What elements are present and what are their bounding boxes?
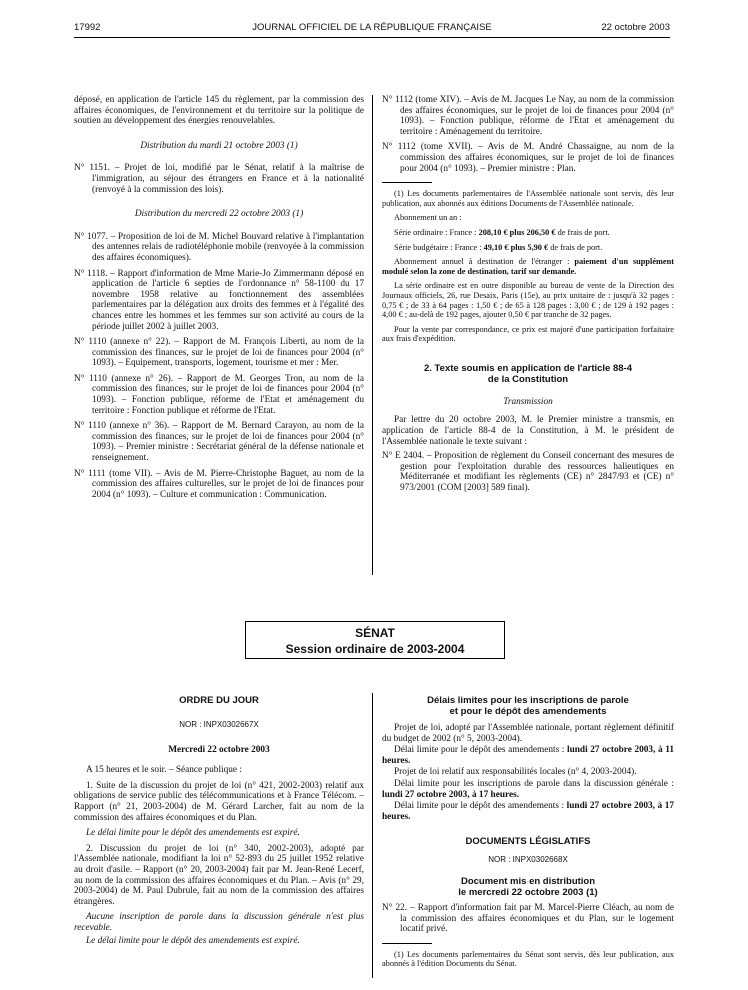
subscription-ordinary: Série ordinaire : France : 208,10 € plus 206,50 € de frais de port. bbox=[394, 227, 610, 237]
document-entry: N° 1110 (annexe n° 36). – Rapport de M. Bernard Carayon, au nom de la commission des finances, sur le projet de loi de finances pour 2004 (n° 1093). – Premier ministre : Secrétariat général de la défense nationale et renseignement. bbox=[74, 421, 364, 464]
page-header bbox=[74, 20, 670, 36]
deadline-bill-1-amend: Délai limite pour le dépôt des amendements : lundi 27 octobre 2003, à 11 heures. bbox=[382, 745, 674, 766]
subscription-label: Abonnement un an : bbox=[394, 213, 462, 223]
ordre-du-jour-heading: ORDRE DU JOUR bbox=[179, 695, 259, 706]
nor-reference: NOR : INPX0302667X bbox=[179, 720, 259, 729]
documents-heading: DOCUMENTS LÉGISLATIFS bbox=[465, 836, 591, 848]
page-number: 17992 bbox=[74, 22, 101, 33]
senat-title: SÉNAT bbox=[355, 626, 395, 640]
footnote-rule bbox=[382, 182, 432, 183]
distribution-heading-2: Distribution du mercredi 22 octobre 2003 (1) bbox=[134, 209, 304, 220]
document-entry: N° 1118. – Rapport d'information de Mme Marie-Jo Zimmermann déposé en application de l'article 6 septies de l'ordonnance n° 58-1100 du 17 novembre 1958 relative au fonctionnement des assemblées parlementaires par la délégation aux droits des femmes et à l'égalité des chances entre les hommes et les femmes sur son activité au cours de la période juillet 2002 à juillet 2003. bbox=[74, 268, 364, 332]
issue-date: 22 octobre 2003 bbox=[601, 22, 670, 33]
journal-title: JOURNAL OFFICIEL DE LA RÉPUBLIQUE FRANÇAISE bbox=[252, 22, 492, 33]
agenda-item-1-deadline: Le délai limite pour le dépôt des amendements est expiré. bbox=[86, 828, 300, 839]
column-divider-top bbox=[372, 95, 373, 575]
footnote-text: (1) Les documents parlementaires du Sénat sont servis, dès leur publication, aux abonnés à l'édition Documents du Sénat. bbox=[382, 949, 674, 969]
agenda-item-1: 1. Suite de la discussion du projet de loi (n° 421, 2002-2003) relatif aux obligations de service public des télécommunications et à France Télécom. – Rapport (n° 21, 2003-2004) de M. Gérard Larcher, fait au nom de la commission des affaires économiques et du Plan. bbox=[74, 780, 364, 823]
right-column-bottom bbox=[382, 695, 674, 974]
left-column-top bbox=[74, 95, 364, 505]
sitting-date: Mercredi 22 octobre 2003 bbox=[168, 744, 270, 755]
column-divider-bottom bbox=[372, 693, 373, 978]
deadlines-heading: Délais limites pour les inscriptions de parole et pour le dépôt des amendements bbox=[427, 695, 629, 717]
document-entry: N° 1111 (tome VII). – Avis de M. Pierre-Christophe Baguet, au nom de la commission des affaires culturelles, sur le projet de loi de finances pour 2004 (n° 1093). – Culture et communication : Communication. bbox=[74, 468, 364, 500]
transmission-text: Par lettre du 20 octobre 2003, M. le Premier ministre a transmis, en application de l'article 88-4 de la Constitution, à M. le président de l'Assemblée nationale le texte suivant : bbox=[382, 415, 674, 447]
nor-reference: NOR : INPX0302668X bbox=[488, 855, 568, 865]
right-column-top bbox=[382, 95, 674, 499]
document-entry: N° 1112 (tome XVII). – Avis de M. André Chassaigne, au nom de la commission des affaires économiques, sur le projet de loi de finances pour 2004 (n° 1093). – Premier ministre : Plan. bbox=[382, 142, 674, 174]
document-entry: N° 1110 (annexe n° 22). – Rapport de M. François Liberti, au nom de la commission des finances, sur le projet de loi de finances pour 2004 (n° 1093). – Equipement, transports, logement, tourisme et mer : Mer. bbox=[74, 337, 364, 369]
footnote-block bbox=[382, 189, 674, 344]
agenda-item-2-deadline: Le délai limite pour le dépôt des amendements est expiré. bbox=[86, 935, 300, 946]
distribution-heading: Document mis en distribution le mercredi 22 octobre 2003 (1) bbox=[458, 875, 598, 898]
deadline-bill-2-speech: Délai limite pour les inscriptions de parole dans la discussion générale : lundi 27 octobre 2003, à 17 heures. bbox=[382, 778, 674, 800]
document-entry: N° 22. – Rapport d'information fait par M. Marcel-Pierre Cléach, au nom de la commission des affaires économiques et du Plan, sur le logement locatif privé. bbox=[382, 902, 674, 935]
sale-prices: La série ordinaire est en outre disponible au bureau de vente de la Direction des Journaux officiels, 26, rue Desaix, Paris (15e), au prix unitaire de : jusqu'à 32 pages : 0,75 € ; de 33 à 64 pages : 1,50 € ; de 65 à 128 pages : 3,00 € ; de 129 à 192 pages : 4,00 € ; au-delà de 192 pages, ajouter 0,50 € par tranche de 32 pages. bbox=[382, 281, 674, 320]
subscription-budget: Série budgétaire : France : 49,10 € plus 5,90 € de frais de port. bbox=[394, 242, 603, 252]
agenda-item-2: 2. Discussion du projet de loi (n° 340, 2002-2003), adopté par l'Assemblée nationale, modifiant la loi n° 52-893 du 25 juillet 1952 relative au droit d'asile. – Rapport (n° 20, 2003-2004) fait par M. Jean-René Lecerf, au nom de la commission des affaires économiques et du Plan. – Avis (n° 29, 2003-2004) de M. Paul Dubrule, fait au nom de la commission des affaires étrangères. bbox=[74, 843, 364, 907]
transmission-heading: Transmission bbox=[503, 396, 553, 407]
seance-line: A 15 heures et le soir. – Séance publique : bbox=[86, 765, 242, 776]
mail-order-note: Pour la vente par correspondance, ce prix est majoré d'une participation forfaitaire aux frais d'expédition. bbox=[382, 324, 674, 344]
deadline-bill-2-amend: Délai limite pour le dépôt des amendements : lundi 27 octobre 2003, à 17 heures. bbox=[382, 801, 674, 822]
section-heading-88-4: 2. Texte soumis en application de l'article 88-4 de la Constitution bbox=[424, 362, 632, 385]
session-title: Session ordinaire de 2003-2004 bbox=[285, 642, 465, 656]
document-entry: N° 1112 (tome XIV). – Avis de M. Jacques Le Nay, au nom de la commission des affaires économiques, sur le projet de loi de finances pour 2004 (n° 1093). – Fonction publique, réforme de l'Etat et aménagement du territoire : Aménagement du territoire. bbox=[382, 95, 674, 137]
senat-box bbox=[245, 621, 505, 659]
document-entry: N° 1151. – Projet de loi, modifié par le Sénat, relatif à la maîtrise de l'immigration, au séjour des étrangers en France et à la nationalité (renvoyé à la commission des lois). bbox=[74, 163, 364, 195]
header-rule bbox=[74, 37, 670, 38]
footnote-rule bbox=[382, 943, 432, 944]
deadline-bill-1: Projet de loi, adopté par l'Assemblée nationale, portant règlement définitif du budget de 2002 (n° 5, 2003-2004). bbox=[382, 723, 674, 744]
left-column-bottom bbox=[74, 695, 364, 951]
agenda-item-2-note: Aucune inscription de parole dans la discussion générale n'est plus recevable. bbox=[74, 912, 364, 933]
distribution-heading-1: Distribution du mardi 21 octobre 2003 (1) bbox=[140, 140, 298, 151]
deadline-bill-2: Projet de loi relatif aux responsabilités locales (n° 4, 2003-2004). bbox=[394, 767, 637, 778]
footnote-text: (1) Les documents parlementaires de l'Assemblée nationale sont servis, dès leur publication, aux abonnés aux éditions Documents de l'Assemblée nationale. bbox=[382, 189, 674, 208]
intro-paragraph: déposé, en application de l'article 145 du règlement, par la commission des affaires économiques, de l'environnement et du territoire sur la politique de soutien au développement des énergies renouvelables. bbox=[74, 95, 364, 127]
document-entry: N° 1077. – Proposition de loi de M. Michel Bouvard relative à l'implantation des antennes relais de radiotéléphonie mobile (renvoyée à la commission des affaires économiques). bbox=[74, 231, 364, 263]
subscription-abroad: Abonnement annuel à destination de l'étranger : paiement d'un supplément modulé selon la zone de destination, tarif sur demande. bbox=[382, 257, 674, 276]
document-entry: N° E 2404. – Proposition de règlement du Conseil concernant des mesures de gestion pour l'exploitation durable des ressources halieutiques en Méditerranée et modifiant les règlements (CE) n° 2847/93 et (CE) n° 973/2001 (COM [2003] 589 final). bbox=[382, 451, 674, 494]
document-entry: N° 1110 (annexe n° 26). – Rapport de M. Georges Tron, au nom de la commission des finances, sur le projet de loi de finances pour 2004 (n° 1093). – Fonction publique, réforme de l'Etat et aménagement du territoire : Fonction publique et réforme de l'Etat. bbox=[74, 373, 364, 416]
